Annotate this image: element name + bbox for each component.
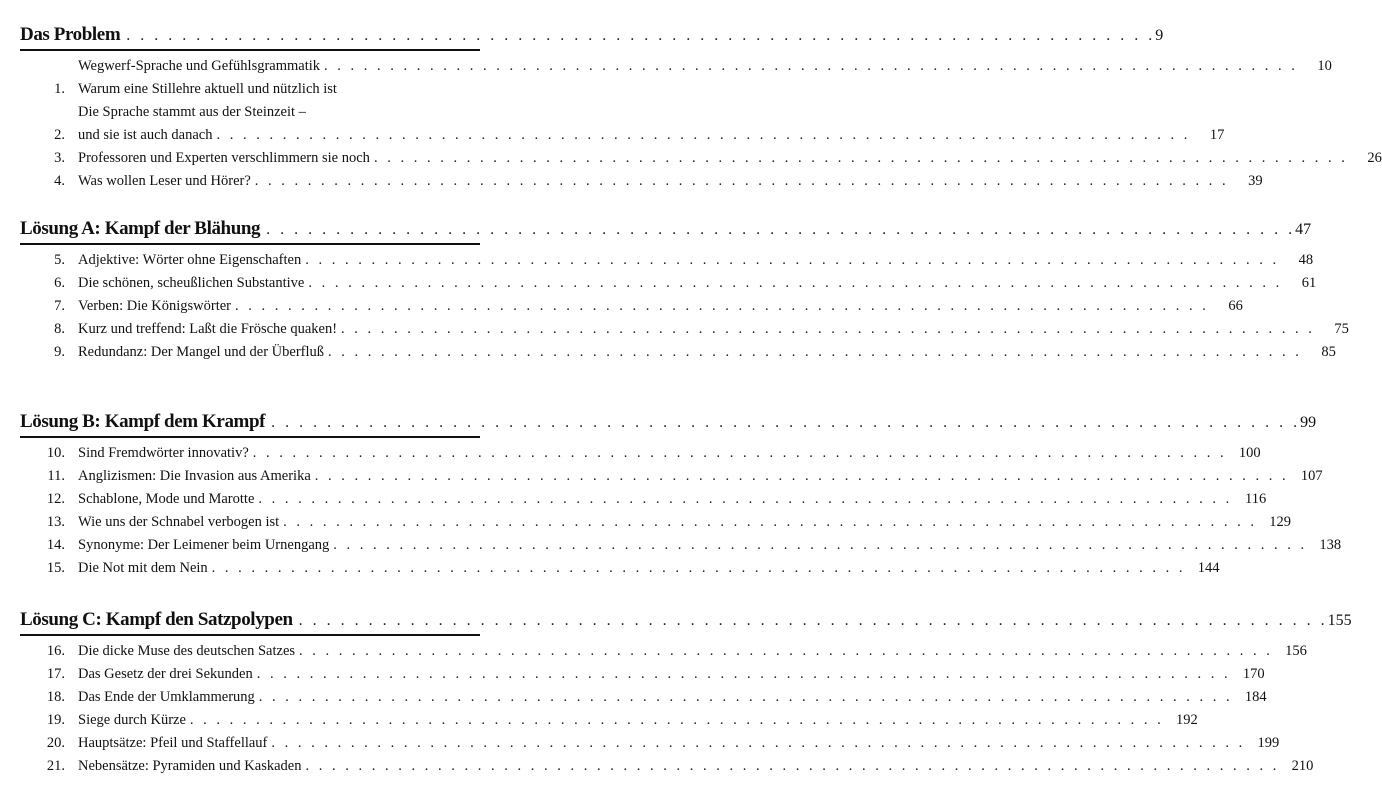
entry-line [78,534,1342,557]
entry-title: Wegwerf-Sprache und Gefühlsgrammatik [78,58,321,74]
toc-entry[interactable] [20,341,1336,364]
entry-line [78,465,1323,488]
entry-title: Das Gesetz der drei Sekunden [78,666,253,682]
entry-page-number: 66 [1228,298,1243,314]
entry-body [78,295,1243,318]
section-page-number: 99 [1300,414,1317,431]
entry-body [78,709,1198,732]
entry-page-number: 10 [1317,58,1332,74]
section-heading[interactable] [20,603,1352,636]
section-heading[interactable] [20,212,1312,245]
entry-line [78,640,1307,663]
entry-title: Nebensätze: Pyramiden und Kaskaden [78,758,302,774]
toc-entry[interactable] [20,147,1382,170]
section-title: Lösung A: Kampf der Blähung [20,218,261,239]
toc-entry[interactable] [20,442,1261,465]
entry-body [78,534,1342,557]
entry-title: Die dicke Muse des deutschen Satzes [78,643,296,659]
entry-body [78,272,1317,295]
entry-line [78,442,1261,465]
section-page-number: 155 [1327,612,1352,629]
toc-entry[interactable] [20,170,1263,193]
entry-title: Adjektive: Wörter ohne Eigenschaften [78,252,302,268]
entry-title: Wie uns der Schnabel verbogen ist [78,514,280,530]
entry-title: Das Ende der Umklammerung [78,689,255,705]
leader-dots: . . . . . . . . . . . . . . . . . . . . . . . . . . . . . . . . . . . . . . . . . . . . . . . . . . . . . . . . . . . . . . . . . . . . . . . . . . [258,689,1233,705]
entry-list [20,55,1382,193]
entry-body [78,511,1292,534]
section-title: Das Problem [20,24,121,45]
entry-number: 17. [46,666,65,682]
section-page-number: 47 [1295,221,1312,238]
entry-page-number: 170 [1242,666,1265,682]
entry-page-number: 210 [1291,758,1314,774]
entry-number: 9. [54,344,65,360]
entry-number: 20. [46,735,65,751]
entry-body [78,557,1220,580]
entry-body [78,147,1382,170]
entry-line [78,249,1314,272]
entry-body [78,640,1307,663]
entry-number: 6. [54,275,65,291]
entry-body [78,341,1336,364]
entry-title: Siege durch Kürze [78,712,186,728]
entry-subtitle: Warum eine Stillehre aktuell und nützlich ist [78,81,337,97]
toc-entry[interactable] [20,557,1220,580]
entry-page-number: 138 [1319,537,1342,553]
entry-page-number: 85 [1321,344,1336,360]
leader-dots: . . . . . . . . . . . . . . . . . . . . . . . . . . . . . . . . . . . . . . . . . . . . . . . . . . . . . . . . . . . . . . . . . . . . . . . . . . [305,252,1280,268]
entry-number: 14. [46,537,65,553]
entry-page-number: 156 [1285,643,1307,659]
entry-body [78,249,1314,272]
section-title: Lösung C: Kampf den Satzpolypen [20,609,293,630]
entry-number: 2. [54,127,65,143]
entry-line [78,709,1198,732]
leader-dots: . . . . . . . . . . . . . . . . . . . . . . . . . . . . . . . . . . . . . . . . . . . . . . . . . . . . . . . . . . . . . . . . . . . . . . . . . . [258,491,1233,507]
entry-page-number: 48 [1298,252,1314,268]
entry-title: Verben: Die Königswörter [78,298,232,314]
leader-dots: . . . . . . . . . . . . . . . . . . . . . . . . . . . . . . . . . . . . . . . . . . . . . . . . . . . . . . . . . . . . . . . . . . . . . . . . . . [324,58,1298,74]
entry-line [78,755,1314,778]
leader-dots: . . . . . . . . . . . . . . . . . . . . . . . . . . . . . . . . . . . . . . . . . . . . . . . . . . . . . . . . . . . . . . . . . . . . . . . . . . [126,27,1156,44]
entry-page-number: 100 [1238,445,1261,461]
toc-section [20,18,1382,193]
section-title: Lösung B: Kampf dem Krampf [20,411,266,432]
leader-dots: . . . . . . . . . . . . . . . . . . . . . . . . . . . . . . . . . . . . . . . . . . . . . . . . . . . . . . . . . . . . . . . . . . . . . . . . . . [328,344,1302,360]
entry-line [78,511,1292,534]
leader-dots: . . . . . . . . . . . . . . . . . . . . . . . . . . . . . . . . . . . . . . . . . . . . . . . . . . . . . . . . . . . . . . . . . . . . . . . . . . [373,150,1348,166]
entry-number: 10. [46,445,65,461]
entry-title: Schablone, Mode und Marotte [78,491,255,507]
leader-dots: . . . . . . . . . . . . . . . . . . . . . . . . . . . . . . . . . . . . . . . . . . . . . . . . . . . . . . . . . . . . . . . . . . . . . . . . . . [333,537,1308,553]
leader-dots: . . . . . . . . . . . . . . . . . . . . . . . . . . . . . . . . . . . . . . . . . . . . . . . . . . . . . . . . . . . . . . . . . . . . . . . . . . [314,468,1289,484]
entry-body [78,442,1261,465]
entry-line [78,55,1332,78]
leader-dots: . . . . . . . . . . . . . . . . . . . . . . . . . . . . . . . . . . . . . . . . . . . . . . . . . . . . . . . . . . . . . . . . . . . . . . . . . . [271,735,1246,751]
entry-page-number: 26 [1367,150,1382,166]
toc-section [20,405,1342,580]
entry-body [78,318,1349,341]
entry-number: 3. [54,150,65,166]
leader-dots: . . . . . . . . . . . . . . . . . . . . . . . . . . . . . . . . . . . . . . . . . . . . . . . . . . . . . . . . . . . . . . . . . . . . . . . . . . [216,127,1191,143]
entry-body [78,755,1314,778]
section-page-number: 9 [1155,27,1164,44]
entry-page-number: 61 [1301,275,1317,291]
entry-number: 11. [47,468,65,484]
toc-entry[interactable] [20,55,1332,101]
entry-title: Sind Fremdwörter innovativ? [78,445,249,461]
leader-dots: . . . . . . . . . . . . . . . . . . . . . . . . . . . . . . . . . . . . . . . . . . . . . . . . . . . . . . . . . . . . . . . . . . . . . . . . . . [283,514,1258,530]
toc-entry[interactable] [20,318,1349,341]
entry-page-number: 199 [1257,735,1280,751]
entry-body [78,488,1267,511]
entry-line [78,686,1267,709]
entry-title: Kurz und treffend: Laßt die Frösche quaken! [78,321,338,337]
entry-page-number: 192 [1176,712,1198,728]
entry-number: 15. [46,560,65,576]
entry-title: Die Not mit dem Nein [78,560,208,576]
leader-dots: . . . . . . . . . . . . . . . . . . . . . . . . . . . . . . . . . . . . . . . . . . . . . . . . . . . . . . . . . . . . . . . . . . . . . . . . . . [235,298,1209,314]
entry-body [78,732,1280,755]
toc-entry[interactable] [20,732,1280,755]
toc-section [20,212,1349,364]
entry-number: 21. [46,758,65,774]
entry-line [78,147,1382,170]
toc-entry[interactable] [20,249,1314,272]
entry-number: 5. [54,252,65,268]
leader-dots: . . . . . . . . . . . . . . . . . . . . . . . . . . . . . . . . . . . . . . . . . . . . . . . . . . . . . . . . . . . . . . . . . . . . . . . . . . [308,275,1283,291]
entry-body [78,170,1263,193]
entry-line [78,488,1267,511]
entry-title: Hauptsätze: Pfeil und Staffellauf [78,735,268,751]
entry-page-number: 75 [1334,321,1349,337]
entry-line [78,318,1349,341]
entry-number: 4. [54,173,65,189]
toc-entry[interactable] [20,755,1314,778]
entry-line [78,272,1317,295]
leader-dots: . . . . . . . . . . . . . . . . . . . . . . . . . . . . . . . . . . . . . . . . . . . . . . . . . . . . . . . . . . . . . . . . . . . . . . . . . . [298,612,1328,629]
toc-entry[interactable] [20,101,1225,147]
leader-dots: . . . . . . . . . . . . . . . . . . . . . . . . . . . . . . . . . . . . . . . . . . . . . . . . . . . . . . . . . . . . . . . . . . . . . . . . . . [256,666,1231,682]
entry-line [78,663,1265,686]
entry-number: 8. [54,321,65,337]
leader-dots: . . . . . . . . . . . . . . . . . . . . . . . . . . . . . . . . . . . . . . . . . . . . . . . . . . . . . . . . . . . . . . . . . . . . . . . . . . [341,321,1315,337]
entry-number: 16. [46,643,65,659]
entry-line [78,170,1263,193]
entry-title: Synonyme: Der Leimener beim Urnengang [78,537,330,553]
entry-body [78,101,1225,147]
leader-dots: . . . . . . . . . . . . . . . . . . . . . . . . . . . . . . . . . . . . . . . . . . . . . . . . . . . . . . . . . . . . . . . . . . . . . . . . . . [189,712,1164,728]
entry-title: Die Sprache stammt aus der Steinzeit – [78,104,306,120]
leader-dots: . . . . . . . . . . . . . . . . . . . . . . . . . . . . . . . . . . . . . . . . . . . . . . . . . . . . . . . . . . . . . . . . . . . . . . . . . . [211,560,1186,576]
entry-title: Was wollen Leser und Hörer? [78,173,251,189]
entry-number: 18. [46,689,65,705]
toc-entry[interactable] [20,534,1342,557]
entry-body [78,465,1323,488]
toc-entry[interactable] [20,272,1317,295]
entry-line [78,124,1225,147]
entry-body [78,55,1332,101]
entry-number: 13. [46,514,65,530]
entry-title-continued: und sie ist auch danach [78,127,213,143]
leader-dots: . . . . . . . . . . . . . . . . . . . . . . . . . . . . . . . . . . . . . . . . . . . . . . . . . . . . . . . . . . . . . . . . . . . . . . . . . . [254,173,1229,189]
entry-body [78,686,1267,709]
leader-dots: . . . . . . . . . . . . . . . . . . . . . . . . . . . . . . . . . . . . . . . . . . . . . . . . . . . . . . . . . . . . . . . . . . . . . . . . . . [271,414,1301,431]
entry-title: Anglizismen: Die Invasion aus Amerika [78,468,311,484]
entry-page-number: 39 [1248,173,1263,189]
entry-page-number: 129 [1269,514,1292,530]
entry-list [20,442,1342,580]
entry-title: Die schönen, scheußlichen Substantive [78,275,305,291]
entry-number: 12. [46,491,65,507]
entry-list [20,249,1349,364]
section-heading[interactable] [20,405,1317,438]
entry-number: 1. [54,81,65,97]
leader-dots: . . . . . . . . . . . . . . . . . . . . . . . . . . . . . . . . . . . . . . . . . . . . . . . . . . . . . . . . . . . . . . . . . . . . . . . . . . [299,643,1273,659]
entry-page-number: 107 [1300,468,1323,484]
entry-list [20,640,1314,778]
entry-line [78,557,1220,580]
toc-entry[interactable] [20,640,1307,663]
entry-number: 19. [46,712,65,728]
toc-entry[interactable] [20,488,1267,511]
toc-entry[interactable] [20,663,1265,686]
entry-page-number: 144 [1197,560,1220,576]
leader-dots: . . . . . . . . . . . . . . . . . . . . . . . . . . . . . . . . . . . . . . . . . . . . . . . . . . . . . . . . . . . . . . . . . . . . . . . . . . [305,758,1280,774]
leader-dots: . . . . . . . . . . . . . . . . . . . . . . . . . . . . . . . . . . . . . . . . . . . . . . . . . . . . . . . . . . . . . . . . . . . . . . . . . . [266,221,1296,238]
entry-line [78,732,1280,755]
entry-number: 7. [54,298,65,314]
toc-entry[interactable] [20,295,1243,318]
toc-entry[interactable] [20,686,1267,709]
toc-section [20,603,1352,778]
entry-body [78,663,1265,686]
leader-dots: . . . . . . . . . . . . . . . . . . . . . . . . . . . . . . . . . . . . . . . . . . . . . . . . . . . . . . . . . . . . . . . . . . . . . . . . . . [252,445,1227,461]
entry-line [78,341,1336,364]
entry-page-number: 17 [1209,127,1225,143]
entry-page-number: 184 [1244,689,1267,705]
toc-entry[interactable] [20,511,1292,534]
toc-entry[interactable] [20,709,1198,732]
entry-line [78,295,1243,318]
section-heading[interactable] [20,18,1164,51]
toc-entry[interactable] [20,465,1323,488]
entry-title: Professoren und Experten verschlimmern sie noch [78,150,370,166]
entry-title: Redundanz: Der Mangel und der Überfluß [78,344,325,360]
entry-page-number: 116 [1245,491,1267,507]
